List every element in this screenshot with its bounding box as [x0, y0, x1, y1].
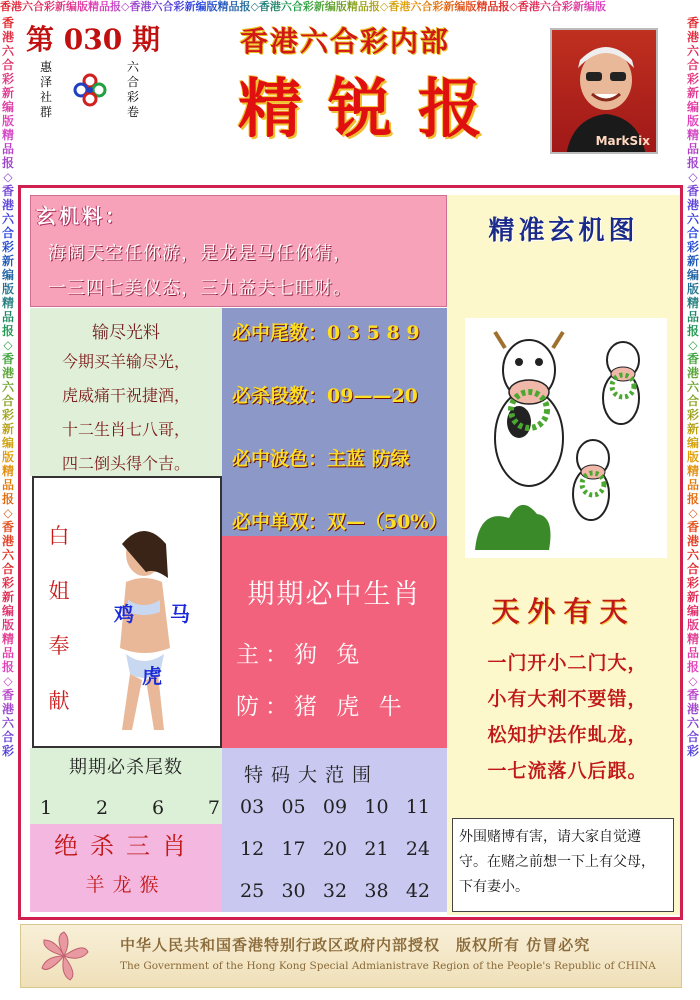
- hint-line-2: 一三四七美仪态，三九益夫七旺财。: [48, 278, 352, 299]
- range-number: 03: [240, 796, 265, 818]
- zodiac-main: 主：狗 兔: [236, 642, 366, 668]
- hint-title: 玄机料：: [36, 204, 128, 228]
- kill-tail-number: 1: [40, 797, 53, 819]
- range-number: 24: [405, 838, 430, 860]
- poem-title: 天外有天: [491, 595, 636, 628]
- range-row-3: [240, 880, 430, 902]
- lose-title: 输尽光料: [92, 323, 160, 343]
- puzzle-image-title: 精准玄机图: [488, 216, 639, 246]
- range-number: 32: [322, 880, 348, 902]
- range-number: 17: [281, 838, 306, 860]
- girl-vertical-2: 姐: [48, 579, 70, 603]
- subtitle: 香港六合彩内部: [240, 25, 451, 58]
- kill-tail-number: 6: [151, 797, 165, 819]
- logo-right-text: 六合彩卷: [127, 60, 140, 119]
- girl-vertical-1: 白: [48, 524, 70, 548]
- range-number: 42: [405, 880, 430, 902]
- kill-tail-title: 期期必杀尾数: [69, 757, 183, 778]
- range-number: 21: [364, 838, 389, 860]
- hint-line-1: 海阔天空任你游，是龙是马任你猜，: [48, 243, 352, 264]
- range-title: 特码大范围: [244, 764, 380, 786]
- zodiac-guard: 防：猪 虎 牛: [236, 694, 408, 720]
- kill-tail-number: 7: [207, 797, 220, 819]
- kill-tail-number: 2: [95, 797, 109, 819]
- kill-zodiac-title: 绝杀三肖: [54, 832, 198, 860]
- left-banner: 香港六合彩新编版精品报◇香港六合彩新编版精品报◇香港六合彩新编版精品报◇香港六合彩新编版精品报◇香港六合彩: [1, 16, 15, 998]
- must-odd-even: 必中单双：双—（50%）: [232, 511, 448, 533]
- girl-word-rooster: 鸡: [114, 602, 134, 626]
- range-number: 12: [240, 838, 265, 860]
- right-banner: 香港六合彩新编版精品报◇香港六合彩新编版精品报◇香港六合彩新编版精品报◇香港六合彩新编版精品报◇香港六合彩: [686, 16, 700, 998]
- range-row-1: [240, 796, 430, 818]
- girl-vertical-3: 奉: [48, 634, 70, 658]
- must-tail: 必中尾数：0 3 5 8 9: [232, 322, 420, 344]
- kill-zodiac-animals: 羊龙猴: [85, 874, 167, 896]
- footer-chinese-text: 中华人民共和国香港特别行政区政府内部授权 版权所有 仿冒必究: [120, 936, 591, 954]
- range-number: 11: [405, 796, 430, 818]
- top-banner: 香港六合彩新编版精品报◇香港六合彩新编版精品报◇香港六合彩新编版精品报◇香港六合彩新编版精品报◇香港六合彩新编版: [0, 0, 700, 14]
- range-number: 30: [281, 880, 306, 902]
- range-number: 20: [322, 838, 348, 860]
- poem-line-1: 一门开小二门大，: [487, 652, 648, 674]
- page-title: 精锐报: [238, 72, 508, 147]
- cow-cartoon-icon: [465, 318, 667, 558]
- lose-line-4: 四二倒头得个吉。: [61, 454, 190, 473]
- must-wave: 必中波色：主蓝 防绿: [232, 448, 410, 470]
- lose-line-3: 十二生肖七八哥，: [61, 420, 190, 439]
- girl-word-tiger: 虎: [142, 664, 162, 688]
- puzzle-image: [465, 318, 667, 558]
- girl-vertical-4: 献: [48, 689, 70, 713]
- poem-line-2: 小有大利不要错，: [487, 688, 648, 710]
- range-row-2: [240, 838, 430, 860]
- range-number: 38: [364, 880, 389, 902]
- poem-line-3: 松知护法作虬龙，: [487, 724, 648, 746]
- zodiac-title: 期期必中生肖: [247, 579, 422, 610]
- lose-line-1: 今期买羊输尽光，: [61, 352, 190, 371]
- footer-english-text: The Government of the Hong Kong Special Admianistrave Region of the People's Republic of CHINA: [120, 960, 656, 972]
- logo-left-text: 惠泽社群: [40, 60, 53, 119]
- range-number: 05: [281, 796, 306, 818]
- gambling-warning: 外围赌博有害，请大家自觉遵守。在赌之前想一下上有父母，下有妻小。: [452, 818, 674, 912]
- poem-line-4: 一七流落八后跟。: [487, 760, 648, 782]
- lottery-logo-icon: [72, 72, 108, 108]
- must-segment: 必杀段数：09——20: [232, 385, 418, 407]
- girl-word-horse: 马: [170, 602, 190, 626]
- portrait-brand: MarkSix: [595, 134, 650, 148]
- issue-number: 第 030 期: [26, 23, 160, 56]
- lose-line-2: 虎威痛干祝捷酒，: [61, 386, 190, 405]
- portrait-image: [550, 28, 658, 154]
- bauhinia-emblem-icon: [38, 930, 90, 982]
- range-number: 10: [364, 796, 389, 818]
- kill-tail-numbers: [40, 797, 220, 819]
- range-number: 25: [240, 880, 265, 902]
- range-number: 09: [322, 796, 348, 818]
